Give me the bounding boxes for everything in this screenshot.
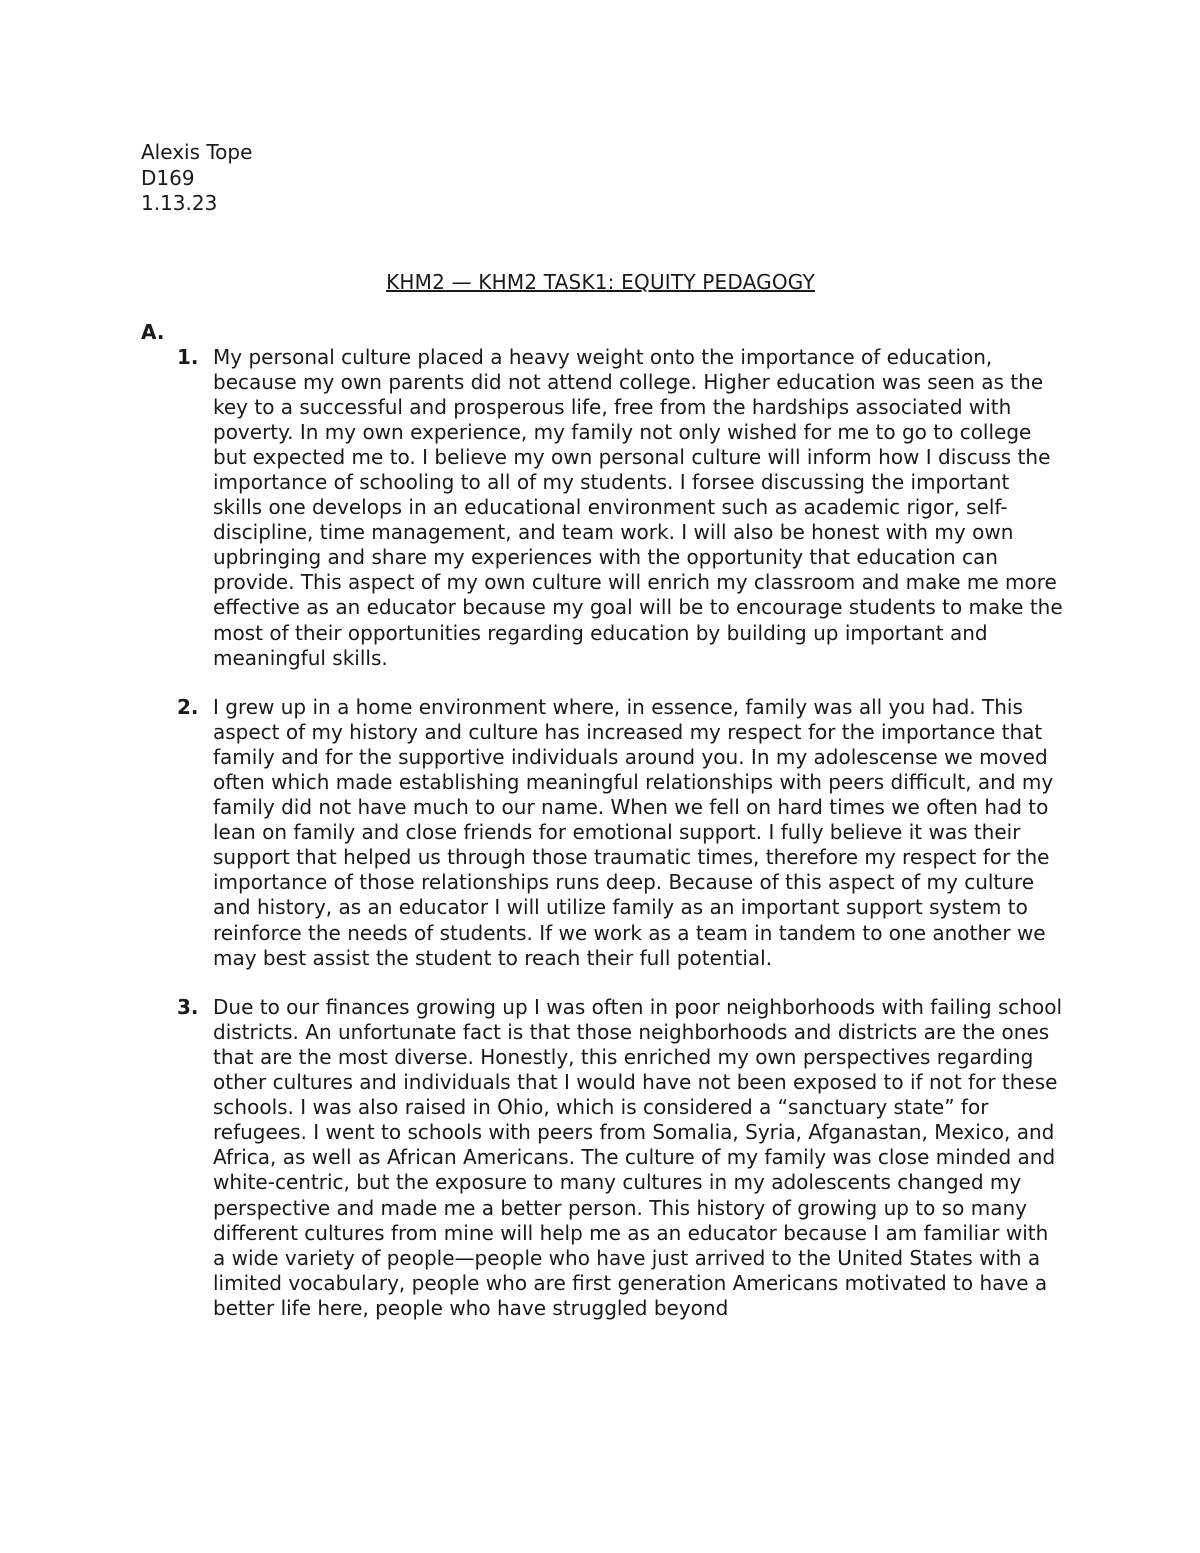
list-item: [177, 994, 1063, 1321]
list-item-number: 1.: [177, 344, 199, 369]
list-item-text: My personal culture placed a heavy weight onto the importance of education, because my own parents did not attend college. Higher education was seen as the key to a successful and prosperous life, free from the hardships associated with poverty. In my own experience, my family not only wished for me to go to college but expected me to. I believe my own personal culture will inform how I discuss the importance of schooling to all of my students. I forsee discussing the important skills one develops in an educational environment such as academic rigor, self-discipline, time management, and team work. I will also be honest with my own upbringing and share my experiences with the opportunity that education can provide. This aspect of my own culture will enrich my classroom and make me more effective as an educator because my goal will be to encourage students to make the most of their opportunities regarding education by building up important and meaningful skills.: [213, 344, 1063, 670]
list-item-number: 3.: [177, 994, 199, 1019]
document-date: 1.13.23: [141, 191, 218, 215]
list-item: [177, 344, 1063, 671]
author-name: Alexis Tope: [141, 140, 253, 164]
list-item-text: Due to our finances growing up I was often in poor neighborhoods with failing school districts. An unfortunate fact is that those neighborhoods and districts are the ones that are the most diverse. Honestly, this enriched my own perspectives regarding other cultures and individuals that I would have not been exposed to if not for these schools. I was also raised in Ohio, which is considered a “sanctuary state” for refugees. I went to schools with peers from Somalia, Syria, Afganastan, Mexico, and Africa, as well as African Americans. The culture of my family was close minded and white-centric, but the exposure to many cultures in my adolescents changed my perspective and made me a better person. This history of growing up to so many different cultures from mine will help me as an educator because I am familiar with a wide variety of people—people who have just arrived to the United States with a limited vocabulary, people who are first generation Americans motivated to have a better life here, people who have struggled beyond: [213, 994, 1063, 1320]
document-header: [141, 140, 1060, 217]
section-label: A.: [141, 319, 165, 344]
list-item: [177, 694, 1060, 971]
list-item-number: 2.: [177, 694, 199, 719]
numbered-list: [141, 344, 1063, 1321]
document-title: KHM2 — KHM2 TASK1: EQUITY PEDAGOGY: [386, 269, 815, 294]
list-item-text: I grew up in a home environment where, in essence, family was all you had. This aspect of my history and culture has increased my respect for the importance that family and for the supportive individuals around you. In my adolescense we moved often which made establishing meaningful relationships with peers difficult, and my family did not have much to our name. When we fell on hard times we often had to lean on family and close friends for emotional support. I fully believe it was their support that helped us through those traumatic times, therefore my respect for the importance of those relationships runs deep. Because of this aspect of my culture and history, as an educator I will utilize family as an important support system to reinforce the needs of students. If we work as a team in tandem to one another we may best assist the student to reach their full potential.: [213, 694, 1054, 970]
course-code: D169: [141, 165, 195, 190]
